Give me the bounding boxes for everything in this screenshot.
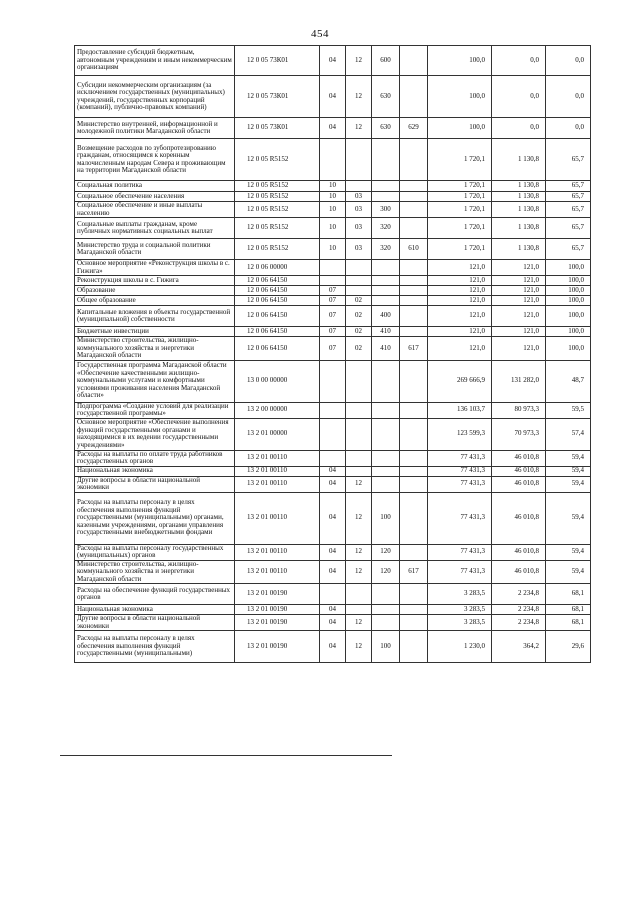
cell-plan: 136 103,7: [428, 402, 492, 418]
cell-code: 12 0 05 R5152: [235, 202, 320, 218]
cell-percent: 29,6: [546, 631, 591, 663]
cell-percent: 0,0: [546, 46, 591, 76]
cell-pr: [346, 276, 372, 286]
cell-pr: 02: [346, 337, 372, 361]
cell-fact: 121,0: [492, 327, 546, 337]
cell-rz: 04: [320, 560, 346, 584]
cell-plan: 1 720,1: [428, 239, 492, 260]
table-row: [75, 584, 591, 605]
table-row: [75, 605, 591, 615]
cell-code: 12 0 05 73К01: [235, 46, 320, 76]
cell-fact: 46 010,8: [492, 450, 546, 466]
cell-code: 13 2 01 00000: [235, 418, 320, 450]
cell-pr: 12: [346, 544, 372, 560]
cell-fact: 46 010,8: [492, 466, 546, 476]
cell-grbs: [400, 584, 428, 605]
cell-vr: [372, 360, 400, 402]
cell-plan: 269 666,9: [428, 360, 492, 402]
cell-code: 13 2 01 00110: [235, 544, 320, 560]
budget-table: [74, 45, 591, 663]
cell-code: 12 0 05 R5152: [235, 139, 320, 181]
cell-name: Государственная программа Магаданской области «Обеспечение качественными жилищно-коммунальными услугами и комфортными условиями проживания населения Магаданской области»: [75, 360, 235, 402]
cell-code: 12 0 05 73К01: [235, 118, 320, 139]
table-row: [75, 360, 591, 402]
cell-grbs: [400, 76, 428, 118]
cell-grbs: 617: [400, 337, 428, 361]
cell-grbs: [400, 139, 428, 181]
cell-code: 13 2 01 00190: [235, 584, 320, 605]
cell-pr: 12: [346, 492, 372, 544]
table-row: [75, 327, 591, 337]
cell-pr: 12: [346, 476, 372, 492]
cell-name: Расходы на выплаты по оплате труда работников государственных органов: [75, 450, 235, 466]
cell-fact: 46 010,8: [492, 476, 546, 492]
cell-plan: 1 720,1: [428, 202, 492, 218]
cell-percent: 65,7: [546, 239, 591, 260]
cell-rz: 10: [320, 192, 346, 202]
cell-fact: 121,0: [492, 306, 546, 327]
cell-rz: 07: [320, 286, 346, 296]
cell-plan: 123 599,3: [428, 418, 492, 450]
cell-fact: 1 130,8: [492, 192, 546, 202]
cell-percent: 59,4: [546, 492, 591, 544]
cell-code: 12 0 06 64150: [235, 327, 320, 337]
cell-plan: 77 431,3: [428, 544, 492, 560]
cell-vr: [372, 192, 400, 202]
cell-percent: 68,1: [546, 605, 591, 615]
cell-percent: 59,4: [546, 560, 591, 584]
cell-percent: 68,1: [546, 584, 591, 605]
cell-code: 13 2 01 00110: [235, 492, 320, 544]
cell-percent: 100,0: [546, 296, 591, 306]
table-row: [75, 631, 591, 663]
cell-vr: 100: [372, 631, 400, 663]
cell-pr: 12: [346, 46, 372, 76]
table-row: [75, 476, 591, 492]
cell-grbs: [400, 615, 428, 631]
cell-pr: 12: [346, 560, 372, 584]
cell-percent: 48,7: [546, 360, 591, 402]
cell-name: Национальная экономика: [75, 466, 235, 476]
cell-grbs: [400, 476, 428, 492]
cell-grbs: [400, 296, 428, 306]
cell-plan: 3 283,5: [428, 615, 492, 631]
cell-percent: 65,7: [546, 218, 591, 239]
cell-vr: 100: [372, 492, 400, 544]
table-row: [75, 544, 591, 560]
cell-rz: [320, 450, 346, 466]
cell-code: 13 2 01 00190: [235, 615, 320, 631]
cell-code: 13 2 01 00110: [235, 450, 320, 466]
table-row: [75, 615, 591, 631]
cell-rz: 07: [320, 337, 346, 361]
cell-fact: 1 130,8: [492, 139, 546, 181]
cell-fact: 0,0: [492, 76, 546, 118]
table-body: [75, 46, 591, 663]
cell-code: 13 2 01 00110: [235, 560, 320, 584]
cell-pr: 12: [346, 76, 372, 118]
cell-percent: 65,7: [546, 192, 591, 202]
cell-vr: 320: [372, 239, 400, 260]
cell-rz: 10: [320, 218, 346, 239]
cell-fact: 46 010,8: [492, 492, 546, 544]
cell-fact: 1 130,8: [492, 239, 546, 260]
cell-code: 13 2 01 00190: [235, 605, 320, 615]
cell-name: Социальное обеспечение населения: [75, 192, 235, 202]
cell-percent: 68,1: [546, 615, 591, 631]
cell-percent: 100,0: [546, 327, 591, 337]
cell-rz: 04: [320, 118, 346, 139]
cell-name: Основное мероприятие «Обеспечение выполнения функций государственными органами и находящимися в их ведении государственными учреждениями»: [75, 418, 235, 450]
table-row: [75, 450, 591, 466]
table-row: [75, 118, 591, 139]
cell-plan: 77 431,3: [428, 466, 492, 476]
cell-grbs: [400, 260, 428, 276]
table-row: [75, 192, 591, 202]
cell-code: 12 0 06 00000: [235, 260, 320, 276]
table-row: [75, 466, 591, 476]
cell-pr: [346, 402, 372, 418]
cell-plan: 1 720,1: [428, 218, 492, 239]
cell-vr: 410: [372, 337, 400, 361]
table-row: [75, 337, 591, 361]
cell-name: Подпрограмма «Создание условий для реализации государственной программы»: [75, 402, 235, 418]
cell-fact: 121,0: [492, 337, 546, 361]
cell-grbs: [400, 631, 428, 663]
cell-rz: 10: [320, 202, 346, 218]
table-row: [75, 306, 591, 327]
cell-percent: 0,0: [546, 76, 591, 118]
cell-vr: [372, 296, 400, 306]
cell-code: 12 0 06 64150: [235, 337, 320, 361]
cell-name: Национальная экономика: [75, 605, 235, 615]
cell-name: Бюджетные инвестиции: [75, 327, 235, 337]
cell-name: Общее образование: [75, 296, 235, 306]
cell-pr: 12: [346, 615, 372, 631]
cell-name: Министерство труда и социальной политики Магаданской области: [75, 239, 235, 260]
cell-rz: 10: [320, 181, 346, 192]
cell-plan: 121,0: [428, 296, 492, 306]
cell-grbs: [400, 402, 428, 418]
cell-percent: 59,4: [546, 466, 591, 476]
cell-code: 13 0 00 00000: [235, 360, 320, 402]
cell-code: 12 0 05 73К01: [235, 76, 320, 118]
cell-plan: 3 283,5: [428, 605, 492, 615]
table-row: [75, 418, 591, 450]
cell-code: 13 2 01 00110: [235, 466, 320, 476]
cell-name: Основное мероприятие «Реконструкция школы в с. Гижига»: [75, 260, 235, 276]
cell-name: Расходы на выплаты персоналу в целях обеспечения выполнения функций государственными (муниципальными) органами, казенными учреждениями, органами управления государственными внебюджетными фондами: [75, 492, 235, 544]
cell-code: 12 0 06 64150: [235, 306, 320, 327]
cell-name: Расходы на выплаты персоналу в целях обеспечения выполнения функций государственными (муниципальными): [75, 631, 235, 663]
cell-name: Социальное обеспечение и иные выплаты населению: [75, 202, 235, 218]
cell-grbs: [400, 450, 428, 466]
cell-grbs: [400, 286, 428, 296]
cell-percent: 100,0: [546, 260, 591, 276]
cell-name: Социальные выплаты гражданам, кроме публичных нормативных социальных выплат: [75, 218, 235, 239]
cell-rz: 04: [320, 631, 346, 663]
cell-grbs: 629: [400, 118, 428, 139]
cell-fact: 1 130,8: [492, 181, 546, 192]
cell-pr: [346, 450, 372, 466]
table-row: [75, 239, 591, 260]
cell-rz: 07: [320, 296, 346, 306]
cell-pr: [346, 181, 372, 192]
cell-plan: 100,0: [428, 46, 492, 76]
cell-vr: [372, 605, 400, 615]
table-row: [75, 402, 591, 418]
cell-fact: 131 282,0: [492, 360, 546, 402]
cell-pr: [346, 605, 372, 615]
cell-plan: 77 431,3: [428, 492, 492, 544]
cell-code: 12 0 06 64150: [235, 276, 320, 286]
cell-code: 12 0 06 64150: [235, 296, 320, 306]
cell-code: 12 0 06 64150: [235, 286, 320, 296]
cell-fact: 2 234,8: [492, 584, 546, 605]
cell-vr: 320: [372, 218, 400, 239]
cell-grbs: [400, 492, 428, 544]
table-row: [75, 560, 591, 584]
cell-name: Другие вопросы в области национальной экономики: [75, 615, 235, 631]
cell-rz: [320, 418, 346, 450]
cell-percent: 59,4: [546, 544, 591, 560]
cell-vr: [372, 418, 400, 450]
cell-vr: [372, 615, 400, 631]
cell-pr: [346, 286, 372, 296]
cell-rz: [320, 584, 346, 605]
cell-code: 13 2 01 00190: [235, 631, 320, 663]
cell-rz: 04: [320, 605, 346, 615]
cell-vr: [372, 450, 400, 466]
cell-pr: [346, 466, 372, 476]
cell-fact: 2 234,8: [492, 615, 546, 631]
cell-pr: 12: [346, 631, 372, 663]
cell-name: Другие вопросы в области национальной экономики: [75, 476, 235, 492]
cell-rz: 10: [320, 239, 346, 260]
table-row: [75, 296, 591, 306]
cell-rz: 04: [320, 466, 346, 476]
cell-grbs: 610: [400, 239, 428, 260]
cell-percent: 0,0: [546, 118, 591, 139]
cell-name: Предоставление субсидий бюджетным, автономным учреждениям и иным некоммерческим организациям: [75, 46, 235, 76]
cell-fact: 1 130,8: [492, 202, 546, 218]
cell-grbs: [400, 181, 428, 192]
cell-grbs: 617: [400, 560, 428, 584]
cell-percent: 100,0: [546, 286, 591, 296]
cell-plan: 77 431,3: [428, 560, 492, 584]
table-row: [75, 202, 591, 218]
cell-name: Расходы на обеспечение функций государственных органов: [75, 584, 235, 605]
cell-name: Расходы на выплаты персоналу государственных (муниципальных) органов: [75, 544, 235, 560]
cell-vr: [372, 181, 400, 192]
cell-name: Образование: [75, 286, 235, 296]
cell-plan: 121,0: [428, 337, 492, 361]
cell-percent: 100,0: [546, 337, 591, 361]
cell-vr: [372, 584, 400, 605]
cell-plan: 121,0: [428, 327, 492, 337]
cell-vr: 600: [372, 46, 400, 76]
cell-grbs: [400, 544, 428, 560]
cell-rz: 04: [320, 544, 346, 560]
cell-percent: 65,7: [546, 139, 591, 181]
cell-pr: 03: [346, 239, 372, 260]
cell-pr: [346, 360, 372, 402]
cell-grbs: [400, 327, 428, 337]
cell-rz: 04: [320, 46, 346, 76]
cell-grbs: [400, 360, 428, 402]
cell-grbs: [400, 605, 428, 615]
cell-code: 13 2 00 00000: [235, 402, 320, 418]
cell-vr: [372, 476, 400, 492]
cell-plan: 100,0: [428, 76, 492, 118]
cell-name: Реконструкция школы в с. Гижига: [75, 276, 235, 286]
cell-vr: 300: [372, 202, 400, 218]
cell-code: 12 0 05 R5152: [235, 192, 320, 202]
cell-pr: [346, 260, 372, 276]
cell-rz: [320, 139, 346, 181]
cell-percent: 100,0: [546, 276, 591, 286]
cell-vr: 120: [372, 544, 400, 560]
cell-grbs: [400, 306, 428, 327]
cell-vr: [372, 466, 400, 476]
cell-grbs: [400, 218, 428, 239]
cell-fact: 70 973,3: [492, 418, 546, 450]
cell-rz: [320, 276, 346, 286]
cell-rz: [320, 402, 346, 418]
cell-pr: 03: [346, 218, 372, 239]
cell-percent: 65,7: [546, 181, 591, 192]
cell-fact: 0,0: [492, 46, 546, 76]
cell-rz: [320, 360, 346, 402]
cell-fact: 121,0: [492, 276, 546, 286]
table-row: [75, 492, 591, 544]
cell-plan: 1 720,1: [428, 181, 492, 192]
cell-plan: 77 431,3: [428, 450, 492, 466]
cell-pr: 02: [346, 296, 372, 306]
table-row: [75, 286, 591, 296]
footer-divider: [60, 755, 392, 756]
cell-name: Капитальные вложения в объекты государственной (муниципальной) собственности: [75, 306, 235, 327]
page-number: 454: [311, 28, 329, 40]
cell-vr: 630: [372, 76, 400, 118]
cell-grbs: [400, 276, 428, 286]
cell-pr: [346, 139, 372, 181]
cell-name: Субсидии некоммерческим организациям (за исключением государственных (муниципальных) учреждений, государственных корпораций (компаний), публично-правовых компаний): [75, 76, 235, 118]
cell-vr: 400: [372, 306, 400, 327]
cell-percent: 59,4: [546, 450, 591, 466]
cell-percent: 59,4: [546, 476, 591, 492]
cell-fact: 80 973,3: [492, 402, 546, 418]
cell-name: Возмещение расходов по зубопротезированию гражданам, относящимся к коренным малочисленным народам Севера и проживающим на территории Магаданской области: [75, 139, 235, 181]
cell-pr: 03: [346, 192, 372, 202]
cell-plan: 1 230,0: [428, 631, 492, 663]
cell-code: 13 2 01 00110: [235, 476, 320, 492]
cell-rz: [320, 260, 346, 276]
cell-pr: [346, 584, 372, 605]
cell-pr: [346, 418, 372, 450]
cell-grbs: [400, 46, 428, 76]
cell-rz: 04: [320, 492, 346, 544]
cell-rz: 04: [320, 615, 346, 631]
cell-pr: 02: [346, 306, 372, 327]
cell-rz: 04: [320, 476, 346, 492]
cell-fact: 0,0: [492, 118, 546, 139]
cell-plan: 100,0: [428, 118, 492, 139]
cell-rz: 07: [320, 327, 346, 337]
cell-name: Министерство внутренней, информационной и молодежной политики Магаданской области: [75, 118, 235, 139]
cell-fact: 121,0: [492, 260, 546, 276]
cell-name: Министерство строительства, жилищно-коммунального хозяйства и энергетики Магаданской области: [75, 560, 235, 584]
cell-plan: 121,0: [428, 260, 492, 276]
cell-vr: [372, 286, 400, 296]
table-row: [75, 218, 591, 239]
cell-vr: [372, 276, 400, 286]
cell-grbs: [400, 466, 428, 476]
cell-plan: 121,0: [428, 276, 492, 286]
cell-vr: [372, 402, 400, 418]
cell-pr: 12: [346, 118, 372, 139]
cell-fact: 121,0: [492, 296, 546, 306]
table-row: [75, 139, 591, 181]
table-row: [75, 260, 591, 276]
cell-fact: 1 130,8: [492, 218, 546, 239]
cell-percent: 100,0: [546, 306, 591, 327]
cell-grbs: [400, 202, 428, 218]
cell-plan: 121,0: [428, 306, 492, 327]
table-row: [75, 276, 591, 286]
cell-percent: 59,5: [546, 402, 591, 418]
cell-fact: 46 010,8: [492, 544, 546, 560]
cell-plan: 1 720,1: [428, 139, 492, 181]
cell-vr: [372, 139, 400, 181]
cell-code: 12 0 05 R5152: [235, 181, 320, 192]
cell-plan: 1 720,1: [428, 192, 492, 202]
cell-code: 12 0 05 R5152: [235, 218, 320, 239]
cell-fact: 364,2: [492, 631, 546, 663]
cell-fact: 121,0: [492, 286, 546, 296]
table-row: [75, 46, 591, 76]
cell-code: 12 0 05 R5152: [235, 239, 320, 260]
cell-grbs: [400, 418, 428, 450]
cell-plan: 3 283,5: [428, 584, 492, 605]
cell-fact: 46 010,8: [492, 560, 546, 584]
cell-plan: 121,0: [428, 286, 492, 296]
cell-percent: 57,4: [546, 418, 591, 450]
cell-vr: 630: [372, 118, 400, 139]
table-row: [75, 76, 591, 118]
cell-vr: 410: [372, 327, 400, 337]
cell-vr: 120: [372, 560, 400, 584]
cell-name: Министерство строительства, жилищно-коммунального хозяйства и энергетики Магаданской области: [75, 337, 235, 361]
cell-grbs: [400, 192, 428, 202]
cell-percent: 65,7: [546, 202, 591, 218]
cell-plan: 77 431,3: [428, 476, 492, 492]
cell-rz: 07: [320, 306, 346, 327]
table-row: [75, 181, 591, 192]
cell-name: Социальная политика: [75, 181, 235, 192]
cell-pr: 02: [346, 327, 372, 337]
cell-fact: 2 234,8: [492, 605, 546, 615]
cell-vr: [372, 260, 400, 276]
cell-pr: 03: [346, 202, 372, 218]
cell-rz: 04: [320, 76, 346, 118]
